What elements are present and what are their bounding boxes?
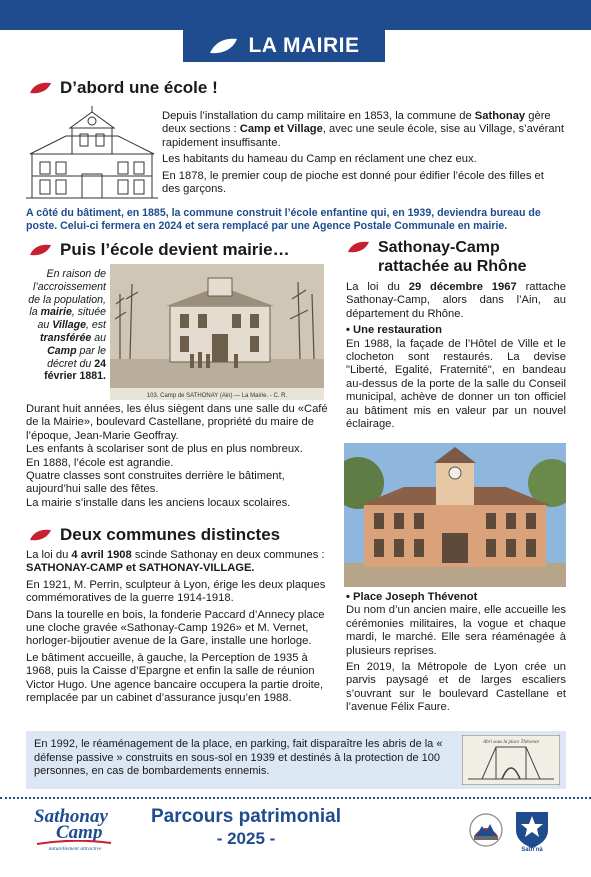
s3-paragraph: Le bâtiment accueille, à gauche, la Perception de 1935 à 1968, puis la Caisse d’Epargne et enfin la salle de réunion Victor Hugo. Une agence bancaire occupera la partie droite, remplacée par un cabinet d’assurance jusqu’en 1988. [26,651,324,705]
footer-title [130,806,362,850]
s4-text-top [346,281,566,434]
s2-paragraph: En 1888, l’école est agrandie. [26,456,174,469]
s2-side-text: En raison de l’accroissement de la population, la mairie, située au Village, est transférée au Camp par le décret du 24 février 1881. [28,268,106,383]
leaf-icon [208,38,238,54]
s4-paragraph: Du nom d’un ancien maire, elle accueille les cérémonies militaires, la vogue et chaque mardi, le marché. Elle sera réaménagée à plusieurs reprises. [346,604,566,657]
sathna-crest-icon [512,810,552,852]
s1-text [162,110,564,199]
top-banner [0,0,591,30]
box-text: En 1992, le réaménagement de la place, en parking, fait disparaître les abris de la « défense passive » construits en sous-sol en 1939 et destinés à la protection de 100 personnes, en cas de bombardements ennemis. [34,738,443,777]
s4-subheading: • Une restauration [346,324,442,337]
leaf-icon [28,82,52,94]
logo-line2: Camp [56,822,103,843]
photo-old-school [110,264,324,400]
section-heading-rhone [346,238,526,276]
section-heading-communes [28,525,280,545]
s3-text [26,549,328,708]
s4-paragraph: En 1988, la façade de l’Hôtel de Ville et le clocheton sont restaurés. La devise "Liberté, Egalité, Fraternité", en bandeau au-dessus de la porte de la salle du Conseil municipal, achève de donner un ton officiel au bâtiment mis en valeur par un nouvel éclairage. [346,337,566,431]
s1-paragraph: En 1878, le premier coup de pioche est donné pour édifier l’école des filles et des garçons. [162,169,544,196]
page-title: LA MAIRIE [248,34,360,57]
s2-text [26,403,328,510]
sathonay-camp-logo [30,806,120,858]
title-banner [183,30,385,62]
s2-paragraph: La mairie s’installe dans les anciens locaux scolaires. [26,496,291,509]
s2-paragraph: Durant huit années, les élus siègent dans une salle du «Café de la Mairie», boulevard Castellane, propriété du maire de l’époque, Jean-Marie Geoffray. [26,403,328,442]
leaf-icon [28,244,52,256]
s2-paragraph: Quatre classes sont construites derrière le bâtiment, aujourd’hui salle des fêtes. [26,470,285,496]
s3-paragraph: La loi du 4 avril 1908 scinde Sathonay en deux communes : SATHONAY-CAMP et SATHONAY-VILLAGE. [26,549,325,575]
leaf-icon [346,241,370,253]
photo-mairie-today [344,443,566,587]
s1-note: A côté du bâtiment, en 1885, la commune construit l’école enfantine qui, en 1939, deviendra bureau de poste. Celui-ci fermera en 2024 et sera remplacé par une Agence Postale Communale en mairie. [26,207,541,232]
crest-label: Sath'nà [521,847,543,852]
s1-paragraph: Depuis l’installation du camp militaire en 1853, la commune de Sathonay gère deux sections : Camp et Village, avec une seule école, sise au Village, s’avérant rapidement insuffisante. [162,110,564,149]
heading-text: Sathonay-Camp rattachée au Rhône [378,239,527,275]
s4-paragraph: La loi du 29 décembre 1967 rattache Sathonay-Camp, alors dans l’Ain, au département du Rhône. [346,281,566,320]
s2-paragraph: Les enfants à scolariser sont de plus en plus nombreux. [26,443,303,456]
s4-text-bottom [346,591,566,718]
heading-text: D’abord une école ! [60,78,218,97]
photo-caption: 103. Camp de SATHONAY (Ain) — La Mairie. - C. R. [146,393,288,399]
leaf-icon [28,529,52,541]
s3-paragraph: En 1921, M. Perrin, sculpteur à Lyon, érige les deux plaques commémoratives de la guerre 1914-1918. [26,578,326,605]
logo-tagline: naturellement attractive [48,846,102,852]
sketch-caption: Abri sous la place Thévenot [483,740,539,745]
heading-text: Deux communes distinctes [60,525,281,544]
s3-paragraph: Dans la tourelle en bois, la fonderie Paccard d’Annecy place une cloche gravée «Sathonay-Camp 1926» et M. Vernet, horloger-bijoutier avenue de la Gare, installe une horloge. [26,608,325,648]
logo-line1: Sathonay [34,806,108,827]
school-drawing [26,106,158,202]
footer-divider [0,797,591,799]
s1-paragraph: Les habitants du hameau du Camp en réclament une chez eux. [162,153,477,166]
logo-swoosh [36,840,112,845]
footer-line2: - 2025 - [216,829,276,848]
parcours-emblem-icon [468,812,504,848]
s4-subheading: • Place Joseph Thévenot [346,591,478,603]
section-heading-ecole [28,78,218,98]
footer-line1: Parcours patrimonial [150,806,342,827]
defense-passive-box [26,731,566,789]
section-heading-mairie [28,240,290,260]
heading-text: Puis l’école devient mairie… [60,240,290,259]
shelter-sketch [462,735,560,785]
s4-paragraph: En 2019, la Métropole de Lyon crée un parvis paysagé et de larges escaliers s’ouvrant sur le boulevard Castellane et l’avenue Félix Faure. [346,661,566,714]
